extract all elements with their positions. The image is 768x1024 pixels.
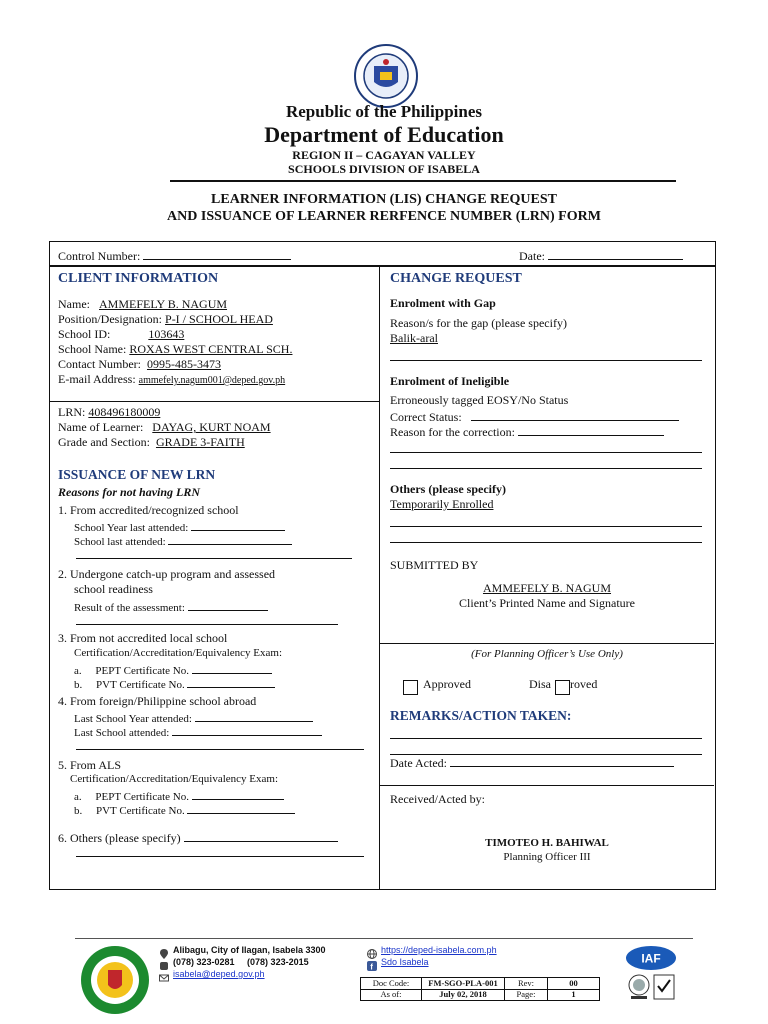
reason-6-blank-line: [76, 856, 364, 857]
client-school-name-value: ROXAS WEST CENTRAL SCH.: [129, 342, 293, 356]
client-contact-row: Contact Number: 0995-485-3473: [58, 357, 221, 371]
approved-checkbox[interactable]: [403, 680, 418, 695]
iaf-logo: [625, 945, 677, 971]
page-value: 1: [571, 989, 576, 999]
issuance-heading: ISSUANCE OF NEW LRN: [58, 467, 216, 482]
email-icon: [159, 970, 169, 980]
client-section-divider: [49, 401, 380, 402]
agency-name: Department of Education: [264, 122, 504, 147]
received-label: Received/Acted by:: [390, 792, 485, 806]
rev-label: Rev:: [505, 978, 548, 990]
reason-2: 2. Undergone catch-up program and assessed: [58, 567, 276, 581]
country-name: Republic of the Philippines: [285, 102, 482, 121]
remarks-blank-line-1: [390, 738, 702, 739]
disapproved-label-end: roved: [570, 677, 598, 691]
date-acted-field[interactable]: Date Acted:: [390, 754, 674, 771]
form-title-line-1: LEARNER INFORMATION (LIS) CHANGE REQUEST: [211, 192, 557, 207]
footer-website[interactable]: https://deped-isabela.com.ph: [381, 945, 497, 955]
others-heading: Others (please specify): [390, 482, 506, 496]
learner-name-value: DAYAG, KURT NOAM: [152, 420, 271, 434]
submitted-by-label: SUBMITTED BY: [390, 558, 479, 572]
client-school-id-row: School ID: 103643: [58, 327, 185, 341]
facebook-icon: [367, 958, 377, 971]
division-name: SCHOOLS DIVISION OF ISABELA: [288, 162, 480, 176]
change-request-heading: CHANGE REQUEST: [390, 271, 522, 286]
reason-3: 3. From not accredited local school: [58, 631, 228, 645]
client-email-value: ammefely.nagum001@deped.gov.ph: [138, 375, 286, 386]
ineligible-reason: Reason for the correction:: [390, 423, 664, 440]
reason-4-school-year: Last School Year attended:: [74, 709, 313, 725]
submitted-name: AMMEFELY B. NAGUM: [482, 581, 612, 595]
footer-email[interactable]: isabela@deped.gov.ph: [173, 969, 265, 979]
client-info-heading: CLIENT INFORMATION: [58, 271, 219, 286]
deped-seal: [354, 44, 418, 108]
reason-4-blank-line: [76, 749, 364, 750]
issuance-subheading: Reasons for not having LRN: [58, 485, 201, 499]
ineligible-blank-line-1: [390, 452, 702, 453]
client-email-row: E-mail Address: ammefely.nagum001@deped.gov.ph: [58, 372, 286, 386]
client-school-name-row: School Name: ROXAS WEST CENTRAL SCH.: [58, 342, 293, 356]
location-icon: [159, 946, 169, 956]
planning-note: (For Planning Officer’s Use Only): [471, 648, 623, 660]
svg-text:f: f: [370, 962, 373, 971]
header-rule: [170, 180, 676, 182]
client-name-row: Name: AMMEFELY B. NAGUM: [58, 297, 228, 311]
svg-text:IAF: IAF: [641, 951, 661, 966]
reason-6: 6. Others (please specify): [58, 829, 338, 846]
reason-4-school: Last School attended:: [74, 723, 322, 739]
reason-5-pept: a. PEPT Certificate No.: [74, 787, 284, 803]
reason-1-school-year: School Year last attended:: [74, 518, 285, 534]
region-name: REGION II – CAGAYAN VALLEY: [292, 148, 476, 162]
reason-3-pept: a. PEPT Certificate No.: [74, 661, 272, 677]
doc-code-table: [360, 977, 600, 1001]
officer-name: TIMOTEO H. BAHIWAL: [485, 837, 609, 849]
disapproved-label-start: Disa: [529, 677, 551, 691]
gap-heading: Enrolment with Gap: [390, 296, 496, 310]
ineligible-blank-line-2: [390, 468, 702, 469]
reason-1: 1. From accredited/recognized school: [58, 503, 239, 517]
footer-address: Alibagu, City of Ilagan, Isabela 3300: [173, 945, 326, 955]
learner-grade-value: GRADE 3-FAITH: [155, 435, 245, 449]
learner-lrn-row: LRN: 408496180009: [58, 405, 161, 419]
remarks-heading: REMARKS/ACTION TAKEN:: [390, 708, 572, 723]
phone-icon: [159, 958, 169, 968]
asof-label: As of:: [361, 989, 422, 1000]
submitted-caption: Client’s Printed Name and Signature: [459, 596, 635, 610]
reason-3-cert: Certification/Accreditation/Equivalency Exam:: [74, 647, 283, 659]
rev-value: 00: [548, 978, 599, 990]
client-school-id-value: 103643: [148, 327, 185, 341]
ineligible-line-1: Erroneously tagged EOSY/No Status: [390, 393, 569, 407]
others-blank-line-2: [390, 542, 702, 543]
learner-lrn-value: 408496180009: [88, 405, 161, 419]
reason-3-pvt: b. PVT Certificate No.: [74, 675, 275, 691]
control-number-label: Control Number:: [58, 249, 141, 263]
page-label: Page:: [505, 989, 548, 1000]
officer-title: Planning Officer III: [503, 851, 591, 863]
gap-reason-label: Reason/s for the gap (please specify): [390, 316, 567, 330]
reason-2-cont: school readiness: [74, 582, 153, 596]
client-contact-value: 0995-485-3473: [146, 357, 221, 371]
reason-5: 5. From ALS: [58, 758, 122, 772]
control-number-field[interactable]: [58, 247, 291, 264]
client-position-value: P-I / SCHOOL HEAD: [165, 312, 273, 326]
gap-reason-value: Balik-aral: [390, 331, 438, 345]
form-title-line-2: AND ISSUANCE OF LEARNER RERFENCE NUMBER (LRN) FORM: [167, 209, 601, 224]
client-name-value: AMMEFELY B. NAGUM: [99, 297, 228, 311]
doc-code-value: FM-SGO-PLA-001: [422, 978, 505, 990]
gap-blank-line: [390, 360, 702, 361]
reason-2-blank-line: [76, 624, 338, 625]
client-position-row: Position/Designation: P-I / SCHOOL HEAD: [58, 312, 273, 326]
others-blank-line-1: [390, 526, 702, 527]
column-divider: [379, 265, 380, 889]
approved-label: Approved: [423, 677, 471, 691]
reason-1-school: School last attended:: [74, 532, 292, 548]
certification-badge: [653, 974, 675, 1000]
iso-certification-logo: [628, 974, 650, 1000]
date-label: Date:: [519, 249, 545, 263]
footer-rule: [75, 938, 693, 939]
doc-code-label: Doc Code:: [361, 978, 422, 990]
date-field[interactable]: [519, 247, 683, 264]
ineligible-correct-status: Correct Status:: [390, 408, 679, 425]
footer-facebook[interactable]: Sdo Isabela: [381, 957, 429, 967]
learner-grade-row: Grade and Section: GRADE 3-FAITH: [58, 435, 245, 449]
received-section-divider: [380, 785, 714, 786]
reason-5-cert: Certification/Accreditation/Equivalency Exam:: [70, 773, 279, 785]
learner-name-row: Name of Learner: DAYAG, KURT NOAM: [58, 420, 271, 434]
footer-phones: (078) 323-0281 (078) 323-2015: [173, 957, 309, 967]
disapproved-checkbox[interactable]: [555, 680, 570, 695]
others-value: Temporarily Enrolled: [390, 497, 494, 511]
reason-5-pvt: b. PVT Certificate No.: [74, 801, 295, 817]
reason-4: 4. From foreign/Philippine school abroad: [58, 694, 257, 708]
web-icon: [367, 946, 377, 956]
planning-section-divider: [380, 643, 714, 644]
reason-1-blank-line: [76, 558, 352, 559]
division-seal: [80, 945, 150, 1015]
reason-2-result: Result of the assessment:: [74, 598, 268, 614]
asof-value: July 02, 2018: [422, 989, 505, 1000]
ineligible-heading: Enrolment of Ineligible: [390, 374, 510, 388]
